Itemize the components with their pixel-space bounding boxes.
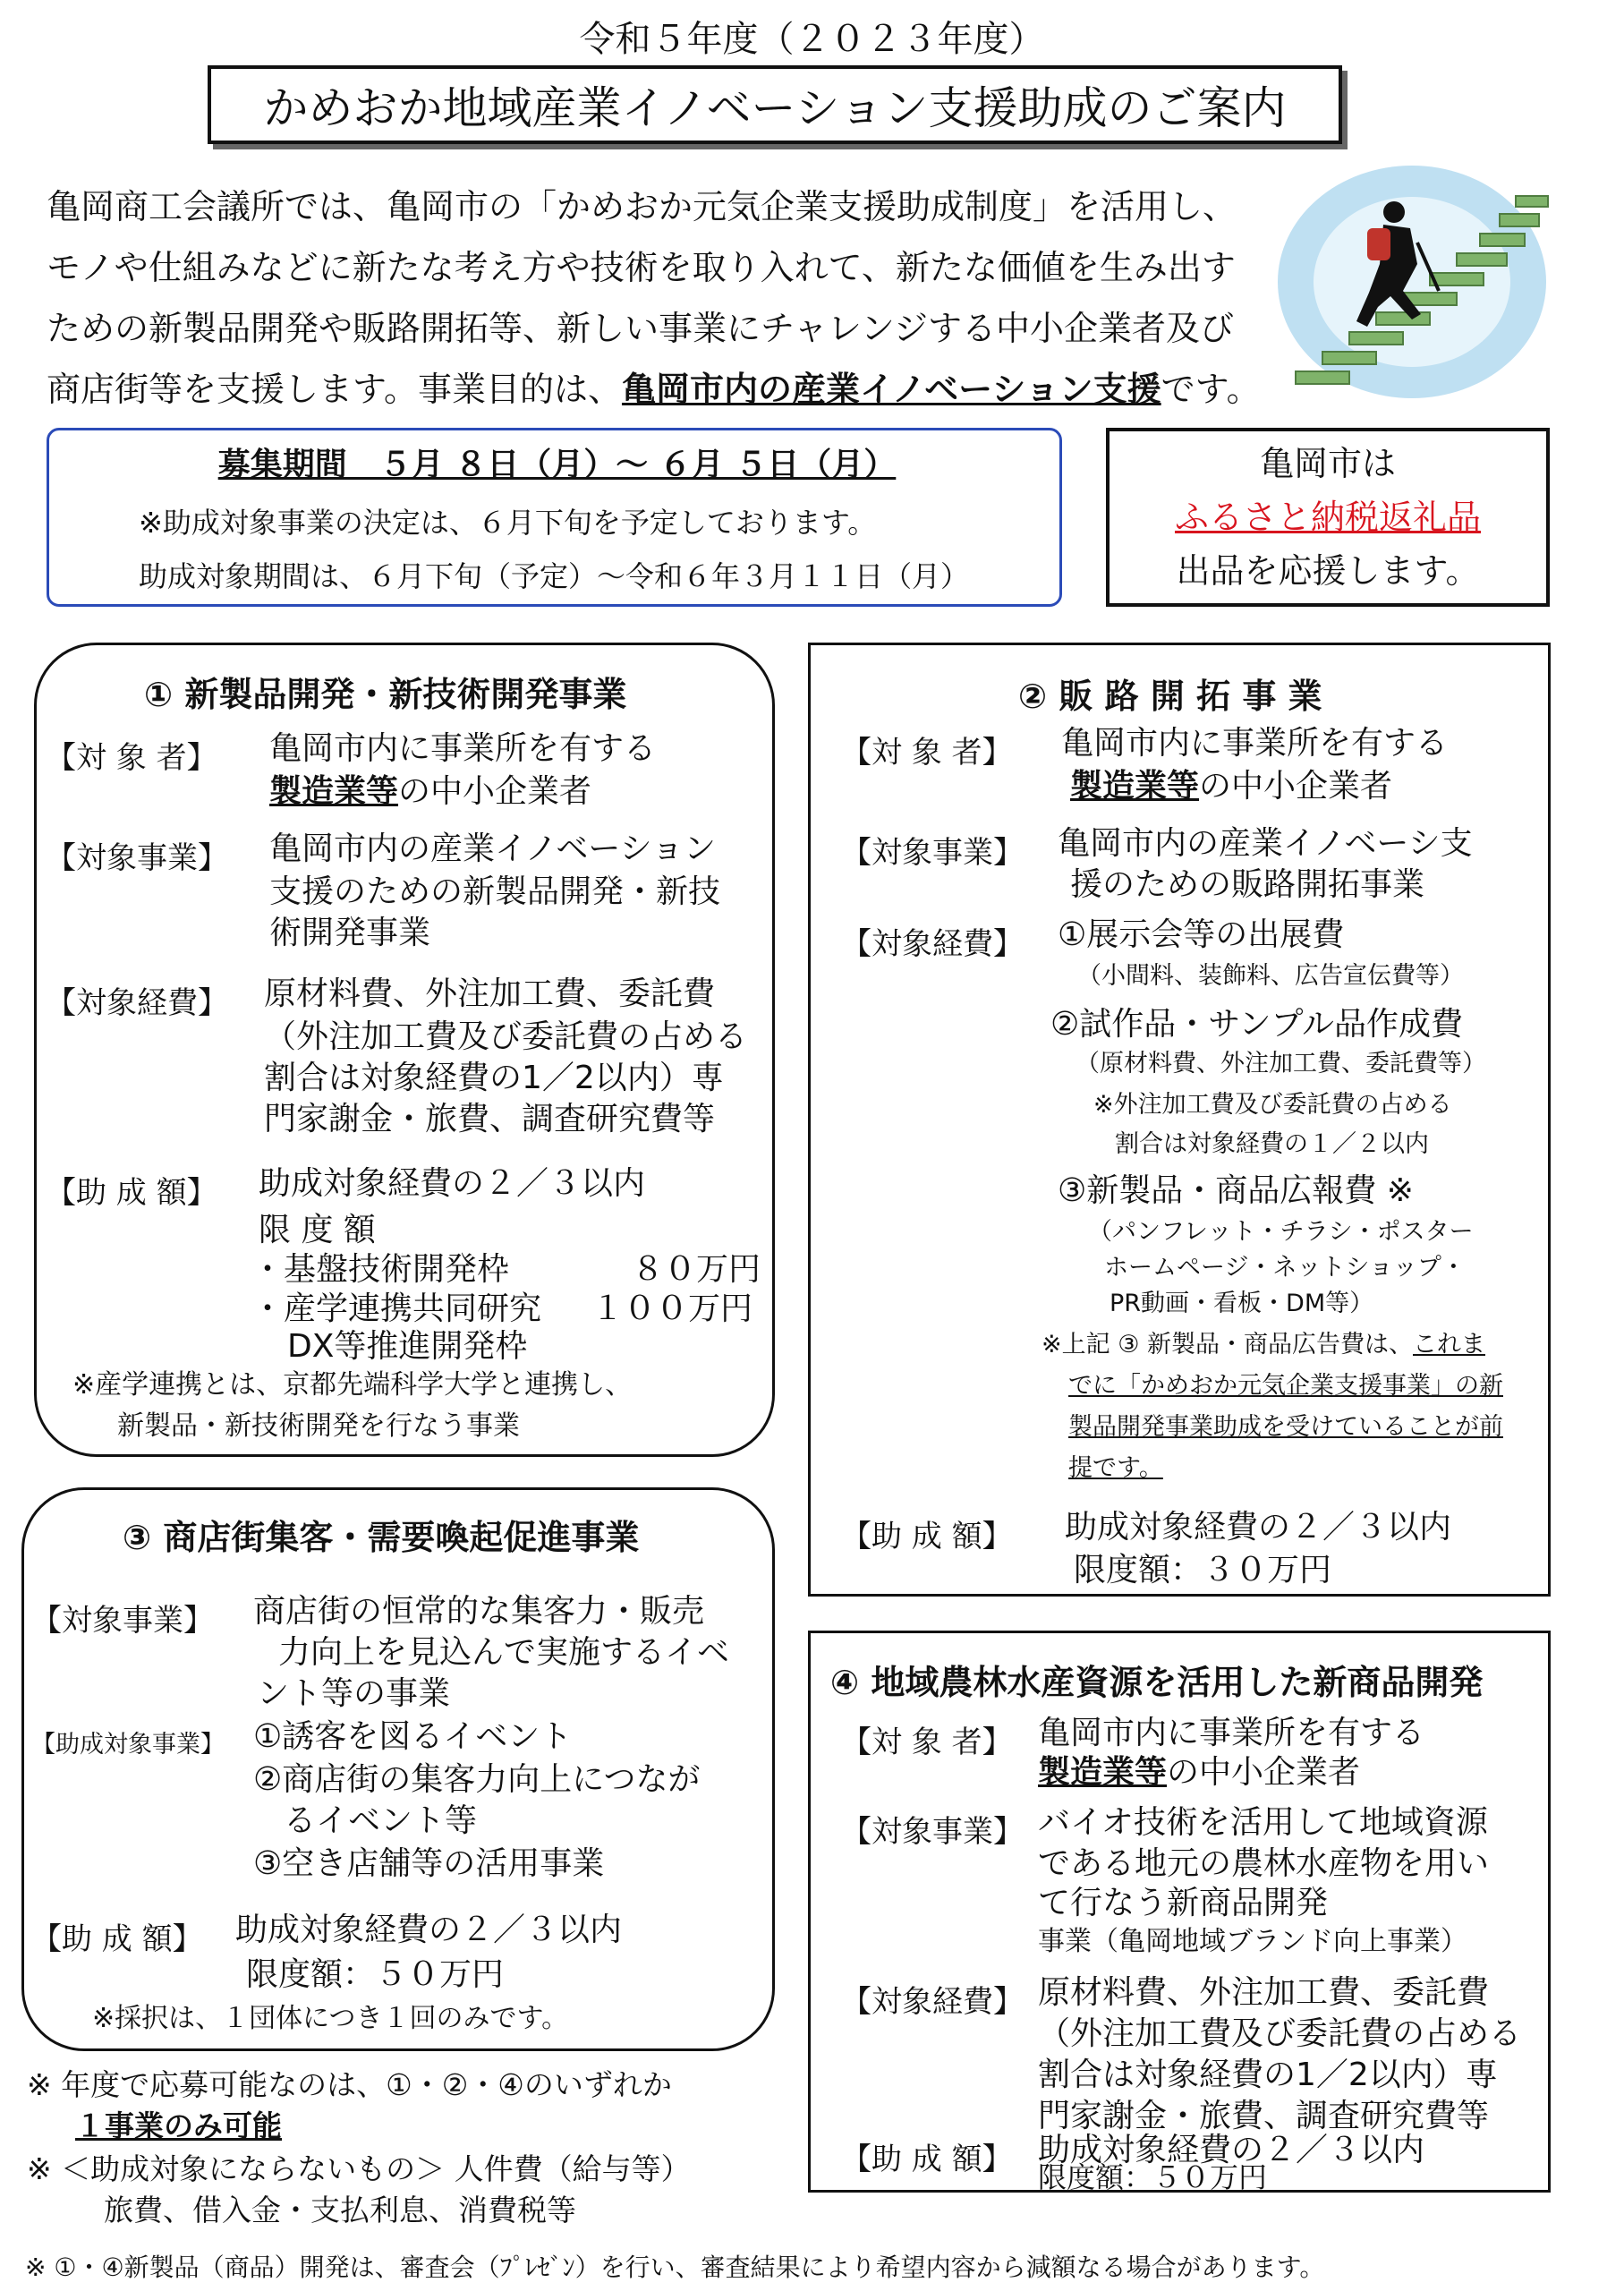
note: ※採択は、１団体につき１回のみです。 — [92, 2003, 569, 2034]
eligible-period: 助成対象期間は、６月下旬（予定）～令和６年３月１１日（月） — [139, 559, 970, 593]
text: 限度額：５０万円 — [1038, 2160, 1268, 2194]
text: １００万円 — [591, 1290, 753, 1327]
section-market-development — [808, 643, 1551, 1597]
text: 製造業等の中小企業者 — [1070, 768, 1393, 805]
label-amount: 【助 成 額】 — [841, 1519, 1013, 1554]
text: 助成対象経費の２／３以内 — [259, 1165, 646, 1202]
label-cost: 【対象経費】 — [841, 1984, 1024, 2020]
text: 事業（亀岡地域ブランド向上事業） — [1038, 1926, 1467, 1957]
section-new-product-development — [34, 643, 775, 1457]
label-cost: 【対象経費】 — [841, 926, 1024, 962]
text: ８０万円 — [632, 1251, 761, 1288]
hiker-stairs-illustration — [1260, 157, 1555, 416]
text: PR動画・看板・DM等） — [1110, 1290, 1374, 1317]
note: ※上記 ③ 新製品・商品広告費は、これま — [1042, 1331, 1485, 1358]
intro-paragraph — [47, 176, 1261, 420]
text: 門家謝金・旅費、調査研究費等 — [264, 1101, 716, 1137]
label-sub-projects: 【助成対象事業】 — [31, 1731, 225, 1759]
label-project: 【対象事業】 — [46, 840, 228, 876]
label-cost: 【対象経費】 — [46, 985, 228, 1021]
label-project: 【対象事業】 — [841, 835, 1024, 871]
label-target: 【対 象 者】 — [841, 735, 1013, 771]
section-title: ① 新製品開発・新技術開発事業 — [144, 675, 627, 714]
application-notes — [27, 2064, 796, 2234]
note: ※外注加工費及び委託費の占める — [1093, 1091, 1452, 1119]
text: ・産学連携共同研究 — [251, 1290, 542, 1327]
footer-note: ※ ①・④新製品（商品）開発は、審査会（ﾌﾟﾚｾﾞﾝ）を行い、審査結果により希望内容から減額なる場合があります。 — [25, 2253, 1325, 2282]
text: 亀岡市内に事業所を有する — [1061, 725, 1449, 762]
text: 支援のための新製品開発・新技 — [269, 873, 721, 910]
text: 亀岡市内に事業所を有する — [269, 730, 657, 767]
text: て行なう新商品開発 — [1038, 1885, 1329, 1921]
text: 術開発事業 — [269, 915, 431, 951]
intro-line: ための新製品開発や販路開拓等、新しい事業にチャレンジする中小企業者及び — [47, 309, 1234, 348]
label-target: 【対 象 者】 — [46, 740, 217, 776]
text: （小間料、装飾料、広告宣伝費等） — [1077, 962, 1464, 990]
text: （外注加工費及び委託費の占める — [1038, 2015, 1522, 2052]
text: 限度額：５０万円 — [246, 1956, 505, 1993]
text: ホームページ・ネットショップ・ — [1104, 1254, 1466, 1282]
text: 限 度 額 — [259, 1212, 376, 1248]
note: ※産学連携とは、京都先端科学大学と連携し、 — [72, 1369, 633, 1401]
text: ント等の事業 — [257, 1675, 451, 1712]
text: （外注加工費及び委託費の占める — [264, 1018, 748, 1055]
label-target: 【対 象 者】 — [841, 1725, 1013, 1760]
label-amount: 【助 成 額】 — [841, 2142, 1013, 2177]
intro-line: 商店街等を支援します。事業目的は、亀岡市内の産業イノベーション支援です。 — [47, 370, 1261, 409]
text: 原材料費、外注加工費、委託費 — [264, 975, 716, 1012]
text: 門家謝金・旅費、調査研究費等 — [1038, 2098, 1490, 2134]
text: ③新製品・商品広報費 ※ — [1058, 1172, 1414, 1209]
note-emphasis: １事業のみ可能 — [75, 2108, 282, 2143]
text: ①展示会等の出展費 — [1058, 916, 1345, 953]
note: 旅費、借入金・支払利息、消費税等 — [104, 2193, 576, 2227]
text: 力向上を見込んで実施するイベ — [278, 1634, 730, 1671]
furusato-line: 亀岡市は — [1259, 444, 1396, 483]
text: 助成対象経費の２／３以内 — [235, 1912, 623, 1948]
text: 商店街の恒常的な集客力・販売 — [253, 1593, 705, 1630]
text: ①誘客を図るイベント — [253, 1718, 573, 1755]
text: ②試作品・サンプル品作成費 — [1050, 1006, 1464, 1043]
text: 亀岡市内の産業イノベーシ支 — [1058, 825, 1473, 862]
text: 助成対象経費の２／３以内 — [1065, 1509, 1452, 1546]
text: ③空き店舗等の活用事業 — [253, 1845, 605, 1882]
section-shopping-street — [21, 1487, 775, 2051]
text: 助成対象経費の２／３以内 — [1038, 2132, 1425, 2168]
text: 割合は対象経費の1／2以内）専 — [1038, 2057, 1498, 2093]
note: 割合は対象経費の１／２以内 — [1115, 1130, 1429, 1158]
fiscal-year: 令和５年度（２０２３年度） — [579, 19, 1045, 60]
note: 提です。 — [1068, 1454, 1163, 1482]
intro-line: 亀岡商工会議所では、亀岡市の「かめおか元気企業支援助成制度」を活用し、 — [47, 187, 1237, 226]
furusato-line: 出品を応援します。 — [1176, 551, 1480, 591]
label-project: 【対象事業】 — [841, 1814, 1024, 1850]
section-local-resources-product — [808, 1631, 1551, 2193]
label-amount: 【助 成 額】 — [31, 1921, 203, 1957]
note: 新製品・新技術開発を行なう事業 — [117, 1410, 520, 1442]
text: 亀岡市内の産業イノベーション — [269, 830, 716, 867]
purpose-highlight: 亀岡市内の産業イノベーション支援 — [621, 370, 1161, 409]
furusato-tax-box — [1106, 428, 1550, 607]
text: 援のための販路開拓事業 — [1070, 866, 1425, 903]
label-project: 【対象事業】 — [31, 1603, 214, 1639]
section-title: ② 販 路 開 拓 事 業 — [1018, 677, 1322, 716]
note: 製品開発事業助成を受けていることが前 — [1068, 1413, 1503, 1441]
note: ※ ＜助成対象にならないもの＞ 人件費（給与等） — [27, 2151, 691, 2186]
page-title: かめおか地域産業イノベーション支援助成のご案内 — [208, 65, 1342, 144]
recruitment-period: 募集期間 ５月 ８日（月）～ ６月 ５日（月） — [217, 447, 897, 483]
note: ※ 年度で応募可能なのは、①・②・④のいずれか — [27, 2067, 672, 2102]
text: 原材料費、外注加工費、委託費 — [1038, 1974, 1490, 2011]
text: である地元の農林水産物を用い — [1038, 1845, 1490, 1882]
text: 亀岡市内に事業所を有する — [1038, 1715, 1425, 1751]
recruitment-period-box — [47, 428, 1062, 607]
text: （パンフレット・チラシ・ポスター — [1088, 1218, 1474, 1246]
label-amount: 【助 成 額】 — [46, 1175, 217, 1211]
furusato-highlight: ふるさと納税返礼品 — [1174, 498, 1481, 537]
intro-line: モノや仕組みなどに新たな考え方や技術を取り入れて、新たな価値を生み出す — [47, 248, 1236, 287]
text: 限度額：３０万円 — [1074, 1552, 1332, 1588]
text: ・基盤技術開発枠 — [251, 1251, 510, 1288]
text: 割合は対象経費の1／2以内）専 — [264, 1060, 724, 1096]
note: でに「かめおか元気企業支援事業」の新 — [1068, 1372, 1503, 1400]
text: 製造業等の中小企業者 — [1038, 1754, 1361, 1791]
text: バイオ技術を活用して地域資源 — [1038, 1804, 1488, 1841]
section-title: ③ 商店街集客・需要喚起促進事業 — [123, 1518, 640, 1557]
text: 製造業等の中小企業者 — [269, 773, 592, 810]
text: るイベント等 — [284, 1802, 478, 1839]
decision-note: ※助成対象事業の決定は、６月下旬を予定しております。 — [139, 506, 877, 540]
text: DX等推進開発枠 — [287, 1328, 528, 1365]
text: （原材料費、外注加工費、委託費等） — [1076, 1050, 1486, 1077]
text: ②商店街の集客力向上につなが — [253, 1761, 701, 1798]
section-title: ④ 地域農林水産資源を活用した新商品開発 — [830, 1663, 1484, 1702]
